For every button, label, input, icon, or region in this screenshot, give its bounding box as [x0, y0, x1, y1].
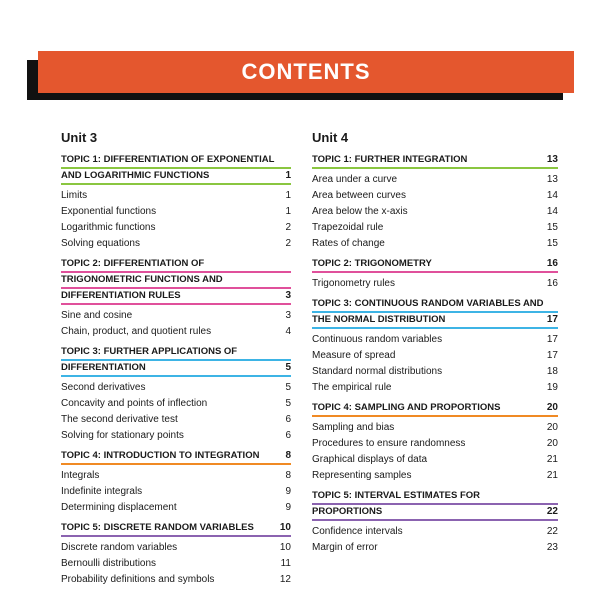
topic-page-number: 22 — [546, 506, 558, 517]
toc-entry-page: 14 — [546, 190, 558, 201]
toc-entry-label: Trapezoidal rule — [312, 222, 384, 233]
toc-entry-page: 15 — [546, 238, 558, 249]
topic-heading-line — [61, 289, 291, 305]
unit-3-column — [61, 130, 291, 591]
toc-entry[interactable] — [312, 380, 558, 396]
page-title: CONTENTS — [241, 59, 371, 84]
unit-3-title: Unit 3 — [61, 130, 98, 145]
toc-entry[interactable] — [312, 452, 558, 468]
topic-heading — [312, 257, 558, 273]
toc-entry[interactable] — [312, 188, 558, 204]
topic-heading — [312, 297, 558, 329]
topic-heading-text: TOPIC 3: FURTHER APPLICATIONS OF — [61, 346, 238, 357]
unit-4-topic-list — [312, 153, 558, 559]
toc-entry[interactable] — [61, 428, 291, 444]
topic-heading-line — [312, 297, 558, 313]
topic-heading-line — [312, 401, 558, 417]
toc-entry-label: Probability definitions and symbols — [61, 574, 215, 585]
toc-entry-label: Standard normal distributions — [312, 366, 443, 377]
toc-entry[interactable] — [61, 412, 291, 428]
toc-entry[interactable] — [312, 436, 558, 452]
toc-entry[interactable] — [61, 500, 291, 516]
topic-page-number: 17 — [546, 314, 558, 325]
toc-entry-label: Discrete random variables — [61, 542, 178, 553]
topic-heading-line — [61, 449, 291, 465]
toc-entry-label: Determining displacement — [61, 502, 177, 513]
toc-entry-page: 5 — [285, 398, 291, 409]
toc-entry-label: Continuous random variables — [312, 334, 443, 345]
toc-entry-page: 20 — [546, 438, 558, 449]
topic-heading — [61, 153, 291, 185]
unit-4-column — [312, 130, 558, 559]
toc-entry[interactable] — [312, 204, 558, 220]
toc-entry-page: 6 — [285, 430, 291, 441]
toc-entry-page: 15 — [546, 222, 558, 233]
toc-entry-label: Graphical displays of data — [312, 454, 428, 465]
unit-4-title: Unit 4 — [312, 130, 349, 145]
toc-entry-label: The empirical rule — [312, 382, 392, 393]
toc-entry[interactable] — [61, 308, 291, 324]
toc-entry[interactable] — [61, 188, 291, 204]
toc-entry-label: Representing samples — [312, 470, 412, 481]
topic-page-number: 16 — [546, 258, 558, 269]
toc-entry-page: 2 — [285, 222, 291, 233]
toc-entry-label: Margin of error — [312, 542, 378, 553]
toc-entry-page: 13 — [546, 174, 558, 185]
toc-entry-page: 10 — [279, 542, 291, 553]
topic-heading-line — [61, 345, 291, 361]
toc-entry[interactable] — [312, 364, 558, 380]
topic-page-number: 13 — [546, 154, 558, 165]
toc-entry-page: 9 — [285, 486, 291, 497]
topic-heading-line — [61, 153, 291, 169]
toc-entry-page: 22 — [546, 526, 558, 537]
toc-entry-page: 4 — [285, 326, 291, 337]
topic-page-number: 1 — [285, 170, 291, 181]
toc-entry-label: Limits — [61, 190, 88, 201]
topic-heading-text: TOPIC 2: DIFFERENTIATION OF — [61, 258, 205, 269]
toc-entry-label: Area between curves — [312, 190, 406, 201]
toc-entry[interactable] — [312, 540, 558, 556]
topic-heading — [312, 153, 558, 169]
toc-entry-label: Measure of spread — [312, 350, 396, 361]
toc-entry-label: Area below the x-axis — [312, 206, 408, 217]
topic-heading-line — [312, 153, 558, 169]
topic-heading — [312, 489, 558, 521]
topic-heading-text: TRIGONOMETRIC FUNCTIONS AND — [61, 274, 223, 285]
toc-entry-page: 9 — [285, 502, 291, 513]
toc-entry[interactable] — [61, 484, 291, 500]
toc-entry-page: 1 — [285, 190, 291, 201]
toc-entry-page: 14 — [546, 206, 558, 217]
topic-heading-text: TOPIC 2: TRIGONOMETRY — [312, 258, 432, 269]
toc-entry-page: 12 — [279, 574, 291, 585]
topic-heading-text: PROPORTIONS — [312, 506, 383, 517]
toc-entry[interactable] — [312, 420, 558, 436]
toc-entry[interactable] — [61, 324, 291, 340]
toc-entry-label: The second derivative test — [61, 414, 178, 425]
toc-entry-label: Chain, product, and quotient rules — [61, 326, 212, 337]
toc-entry[interactable] — [312, 172, 558, 188]
toc-entry-page: 21 — [546, 454, 558, 465]
toc-entry-page: 18 — [546, 366, 558, 377]
toc-entry[interactable] — [61, 468, 291, 484]
topic-heading — [312, 401, 558, 417]
topic-heading-line — [312, 505, 558, 521]
topic-heading — [61, 521, 291, 537]
toc-entry-page: 17 — [546, 350, 558, 361]
toc-entry-label: Concavity and points of inflection — [61, 398, 208, 409]
toc-entry[interactable] — [312, 332, 558, 348]
topic-heading-text: TOPIC 4: INTRODUCTION TO INTEGRATION — [61, 450, 260, 461]
topic-heading-text: TOPIC 4: SAMPLING AND PROPORTIONS — [312, 402, 501, 413]
topic-heading-text: TOPIC 1: FURTHER INTEGRATION — [312, 154, 468, 165]
toc-entry-page: 16 — [546, 278, 558, 289]
toc-entry[interactable] — [61, 396, 291, 412]
topic-heading-line — [61, 257, 291, 273]
toc-entry-page: 23 — [546, 542, 558, 553]
toc-entry[interactable] — [61, 204, 291, 220]
topic-page-number: 10 — [279, 522, 291, 533]
toc-entry-page: 17 — [546, 334, 558, 345]
toc-entry-label: Confidence intervals — [312, 526, 403, 537]
toc-entry-label: Area under a curve — [312, 174, 398, 185]
topic-heading-text: DIFFERENTIATION RULES — [61, 290, 181, 301]
contents-banner — [38, 51, 574, 93]
toc-entry[interactable] — [61, 220, 291, 236]
topic-heading-line — [312, 313, 558, 329]
toc-entry-label: Bernoulli distributions — [61, 558, 157, 569]
topic-page-number: 20 — [546, 402, 558, 413]
topic-heading-line — [312, 257, 558, 273]
toc-entry[interactable] — [61, 236, 291, 252]
topic-page-number: 8 — [285, 450, 291, 461]
toc-entry-page: 2 — [285, 238, 291, 249]
topic-heading-text: TOPIC 3: CONTINUOUS RANDOM VARIABLES AND — [312, 298, 544, 309]
toc-entry-page: 1 — [285, 206, 291, 217]
toc-entry-page: 11 — [280, 558, 291, 569]
toc-entry-label: Solving equations — [61, 238, 140, 249]
topic-heading-text: AND LOGARITHMIC FUNCTIONS — [61, 170, 210, 181]
toc-entry[interactable] — [312, 348, 558, 364]
toc-entry-page: 6 — [285, 414, 291, 425]
toc-entry-label: Solving for stationary points — [61, 430, 184, 441]
topic-heading-text: TOPIC 1: DIFFERENTIATION OF EXPONENTIAL — [61, 154, 275, 165]
toc-entry[interactable] — [312, 468, 558, 484]
toc-entry[interactable] — [61, 572, 291, 588]
toc-entry-label: Exponential functions — [61, 206, 157, 217]
topic-heading-line — [61, 273, 291, 289]
topic-heading — [61, 257, 291, 305]
toc-entry[interactable] — [61, 556, 291, 572]
topic-heading-line — [61, 169, 291, 185]
toc-entry-label: Procedures to ensure randomness — [312, 438, 466, 449]
toc-entry-label: Sampling and bias — [312, 422, 395, 433]
topic-heading-text: DIFFERENTIATION — [61, 362, 146, 373]
toc-entry-page: 20 — [546, 422, 558, 433]
toc-entry-label: Second derivatives — [61, 382, 146, 393]
toc-entry-label: Sine and cosine — [61, 310, 133, 321]
toc-entry[interactable] — [61, 380, 291, 396]
toc-entry[interactable] — [312, 220, 558, 236]
toc-entry[interactable] — [61, 540, 291, 556]
toc-entry-label: Integrals — [61, 470, 100, 481]
toc-entry[interactable] — [312, 524, 558, 540]
topic-page-number: 5 — [285, 362, 291, 373]
topic-heading — [61, 449, 291, 465]
toc-entry-page: 21 — [546, 470, 558, 481]
toc-entry-label: Trigonometry rules — [312, 278, 395, 289]
toc-entry-page: 5 — [285, 382, 291, 393]
toc-entry[interactable] — [312, 236, 558, 252]
topic-page-number: 3 — [285, 290, 291, 301]
toc-entry-page: 8 — [285, 470, 291, 481]
topic-heading-line — [61, 521, 291, 537]
toc-entry-label: Indefinite integrals — [61, 486, 143, 497]
toc-entry-page: 3 — [285, 310, 291, 321]
toc-entry-label: Rates of change — [312, 238, 385, 249]
toc-entry-page: 19 — [546, 382, 558, 393]
toc-entry-label: Logarithmic functions — [61, 222, 156, 233]
topic-heading-line — [312, 489, 558, 505]
toc-entry[interactable] — [312, 276, 558, 292]
topic-heading-text: TOPIC 5: INTERVAL ESTIMATES FOR — [312, 490, 481, 501]
topic-heading-text: THE NORMAL DISTRIBUTION — [312, 314, 446, 325]
topic-heading-line — [61, 361, 291, 377]
topic-heading — [61, 345, 291, 377]
topic-heading-text: TOPIC 5: DISCRETE RANDOM VARIABLES — [61, 522, 254, 533]
unit-3-topic-list — [61, 153, 291, 591]
